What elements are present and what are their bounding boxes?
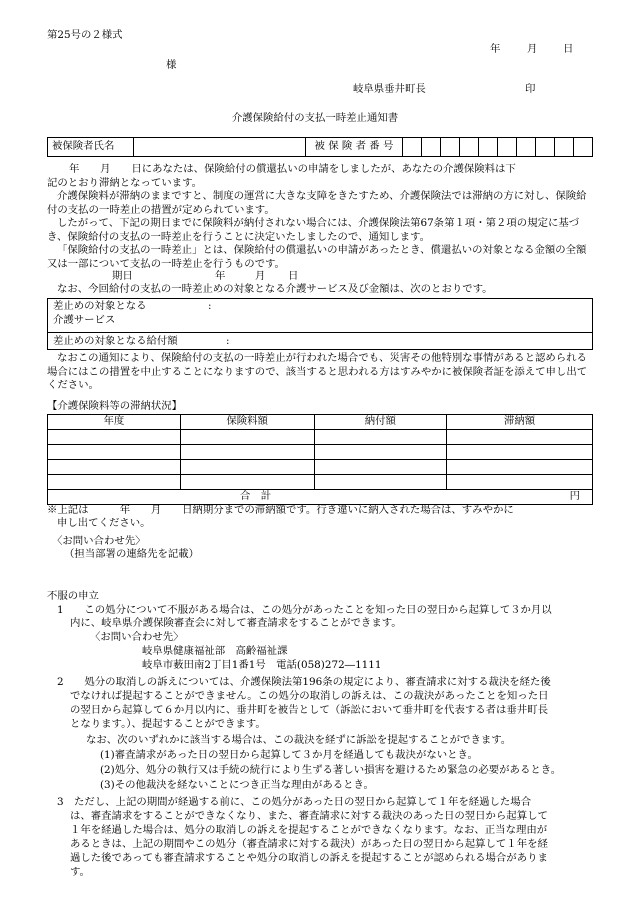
table-cell[interactable] [447,459,593,474]
insured-number-digit[interactable] [403,138,422,157]
appeal-item-3: 3 ただし、上記の期間が経過する前に、この処分があった日の翌日から起算して１年を経過した場合 [57,796,532,808]
body-paragraph: なおこの通知により、保険給付の支払の一時差止が行われた場合でも、災害その他特別な事情があると認められる場合にはこの措置を中止することになりますので、該当すると思われる方はすみやかに被保険者証を添えて申し出てください。 [47,352,588,392]
table-cell[interactable] [314,429,447,444]
seal-mark: 印 [525,83,536,95]
appeal-item-2: 2 処分の取消しの訴えについては、介護保険法第196条の規定により、審査請求に対する裁決を経た後 [57,676,551,688]
form-number: 第25号の２様式 [47,29,123,41]
body-paragraph: 介護保険料が滞納のままですと、制度の運営に大きな支障をきたすため、介護保険法では滞納の方に対し、保険給付の支払の一時差止の措置が定められています。 [47,190,587,216]
target-service-label-2: 介護サービス [53,314,116,326]
target-service-label: 差止めの対象となる [53,300,147,312]
target-service-colon: : [208,300,212,312]
deadline-label: 期日 [112,270,133,282]
date-year: 年 [490,43,501,55]
addressee-suffix: 様 [166,59,177,71]
deadline-year: 年 [215,270,226,282]
appeal-item-3-cont: １年を経過した場合は、処分の取消しの訴えを提起することができなくなります。なお、正当な理由が [70,824,548,836]
body-paragraph: 記のとおり滞納となっています。 [47,176,203,189]
arrears-note-2: 申し出てください。 [57,517,151,529]
table-cell[interactable] [314,444,447,459]
body-paragraph: 年 月 日にあなたは、保険給付の償還払いの申請をしましたが、あなたの介護保険料は下 [69,163,516,175]
table-row [48,444,593,459]
column-header: 保険料額 [180,415,314,430]
column-header: 年度 [48,415,181,430]
appeal-item-1: 1 この処分について不服がある場合は、この処分があったことを知った日の翌日から起算して３か月以 [57,604,552,616]
yen-unit: 円 [569,489,580,502]
date-month: 月 [527,43,538,55]
appeal-item-2-cont: となります。）、提起することができます。 [70,718,266,730]
table-row [48,459,593,474]
appeal-contact-address: 岐阜市薮田南2丁目1番1号 電話(058)272―1111 [142,659,382,671]
appeal-item-3-cont: す。 [70,866,90,878]
table-cell[interactable] [48,429,181,444]
total-cell [48,489,593,504]
insured-number-digit[interactable] [460,138,479,157]
table-cell[interactable] [180,444,314,459]
appeal-item-2-cont: でなければ提起することができません。この処分の取消しの訴えは、この裁決があったことを知った日 [70,690,549,702]
column-header: 納付額 [314,415,447,430]
appeal-item-3-cont: あるときは、上記の期間やこの処分（審査請求に対する裁決）があった日の翌日から起算して１年を経 [70,838,548,850]
deadline-month: 月 [255,270,266,282]
suspension-target-box [47,298,593,350]
insured-number-digit[interactable] [479,138,498,157]
total-row [48,489,593,504]
deadline-day: 日 [288,270,299,282]
appeal-item-2-cont: の翌日から起算して６か月以内に、垂井町を被告として（訴訟において垂井町を代表する者は垂井町長 [70,704,548,716]
arrears-note: ※上記は 年 月 日納期分までの滞納額です。行き違いに納入された場合は、すみやかに [47,504,514,516]
table-cell[interactable] [447,444,593,459]
table-row [48,474,593,489]
arrears-table [47,414,593,505]
table-cell[interactable] [48,459,181,474]
document-title: 介護保険給付の支払一時差止通知書 [231,112,399,124]
target-amount-label: 差止めの対象となる給付額 [53,335,178,347]
table-cell[interactable] [48,444,181,459]
appeal-item-3-cont: 過した後であっても審査請求することや処分の取消しの訴えを提起することが認められる場合がありま [70,852,548,864]
column-header: 滞納額 [447,415,593,430]
contact-detail: （担当部署の連絡先を記載） [64,548,200,560]
body-text [47,163,592,271]
insured-number-digit[interactable] [441,138,460,157]
insured-name-label: 被保険者氏名 [48,138,134,157]
exception-text [47,352,592,393]
divider [48,332,592,333]
contact-label: 〈お問い合わせ先〉 [52,535,146,547]
appeal-contact-dept: 岐阜県健康福祉部 高齢福祉課 [142,645,288,657]
appeal-heading: 不服の申立 [47,590,99,602]
insured-name-field[interactable] [133,138,305,157]
table-row [48,429,593,444]
table-cell[interactable] [48,474,181,489]
body-paragraph: 「保険給付の支払の一時差止」とは、保険給付の償還払いの申請があったとき、償還払いの対象となる金額の全額又は一部について支払の一時差止を行うものです。 [47,244,587,270]
arrears-heading: 【介護保険料等の滞納状況】 [47,400,183,412]
table-cell[interactable] [180,429,314,444]
date-day: 日 [563,43,574,55]
table-cell[interactable] [180,459,314,474]
table-cell[interactable] [314,474,447,489]
appeal-condition: (1)審査請求があった日の翌日から起算して３か月を経過しても裁決がないとき。 [100,749,478,761]
table-cell[interactable] [447,429,593,444]
appeal-contact-label: 〈お問い合わせ先〉 [90,631,184,643]
table-cell[interactable] [447,474,593,489]
issuer-name: 岐阜県垂井町長 [353,83,426,95]
body-paragraph: なお、今回給付の支払の一時差止めの対象となる介護サービス及び金額は、次のとおりです。 [57,283,493,295]
target-amount-colon: : [226,335,230,347]
table-cell[interactable] [314,459,447,474]
insured-number-digit[interactable] [573,138,592,157]
insured-number-label: 被 保 険 者 番 号 [305,138,403,157]
insured-number-digit[interactable] [554,138,573,157]
insured-number-digit[interactable] [536,138,555,157]
appeal-item-2-sub: なお、次のいずれかに該当する場合は、この裁決を経ずに訴訟を提起することができます。 [86,734,512,746]
appeal-item-3-cont: は、審査請求をすることができなくなり、また、審査請求に対する裁決のあった日の翌日から起算して [70,810,548,822]
insured-number-digit[interactable] [422,138,441,157]
total-label: 合 計 [240,489,272,502]
insured-number-digit[interactable] [517,138,536,157]
table-cell[interactable] [180,474,314,489]
insured-id-table [47,137,593,157]
appeal-condition: (2)処分、処分の執行又は手続の続行により生ずる著しい損害を避けるため緊急の必要があるとき。 [100,764,562,776]
insured-number-digit[interactable] [498,138,517,157]
appeal-item-1-cont: 内に、岐阜県介護保険審査会に対して審査請求をすることができます。 [70,617,402,629]
body-paragraph: したがって、下記の期日までに保険料が納付されない場合には、介護保険法第67条第１項・第２項の規定に基づき、保険給付の支払の一時差止を行うことに決定いたしましたので、通知します。 [47,217,580,243]
appeal-condition: (3)その他裁決を経ないことにつき正当な理由があるとき。 [100,779,374,791]
